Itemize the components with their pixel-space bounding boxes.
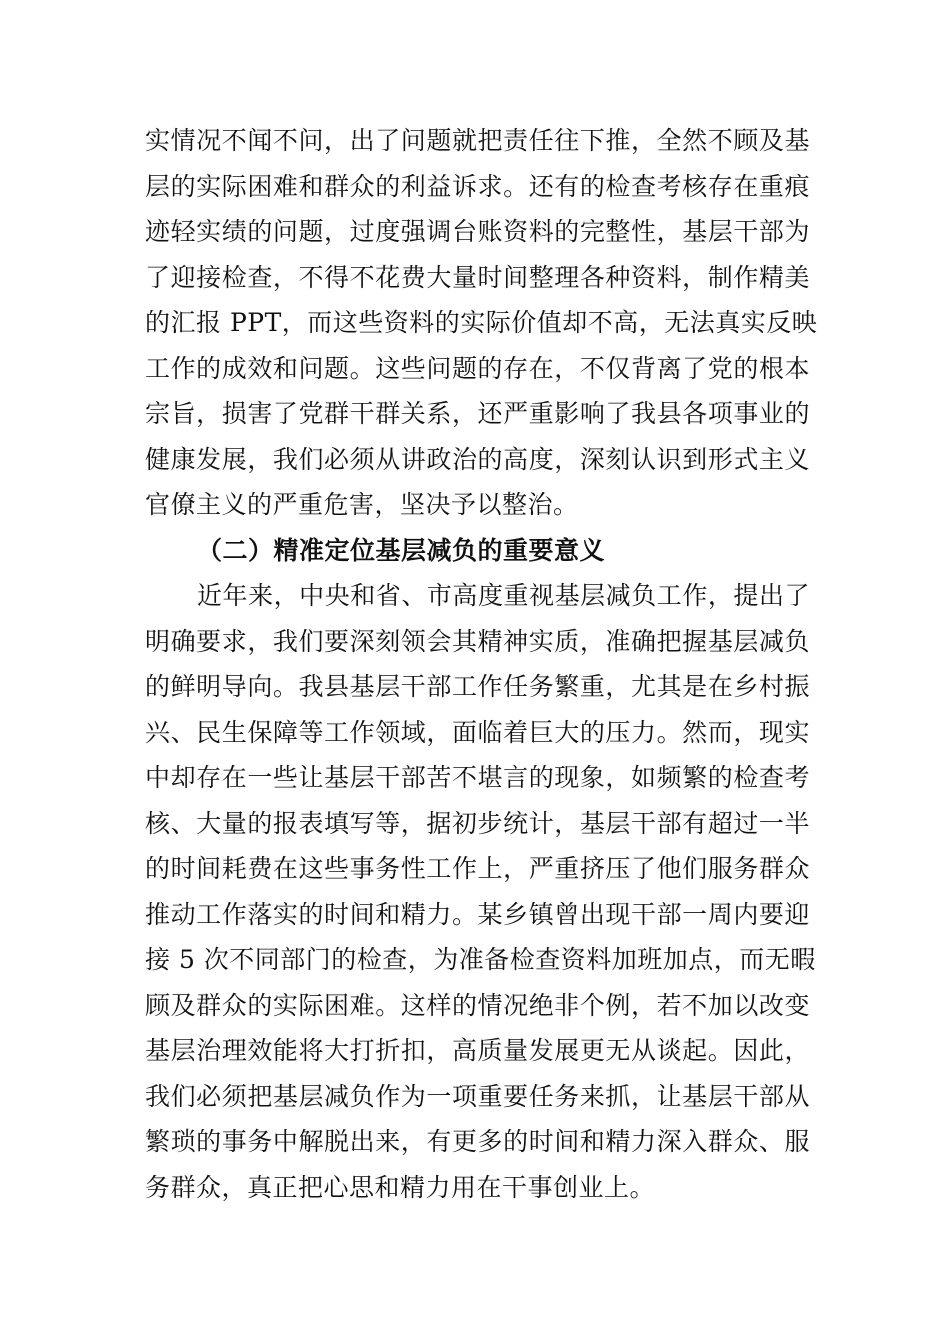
paragraph-2-line: 近年来，中央和省、市高度重视基层减负工作，提出了	[197, 581, 810, 610]
paragraph-1-line: 工作的成效和问题。这些问题的存在，不仅背离了党的根本	[145, 353, 810, 383]
paragraph-2-line: 兴、民生保障等工作领域，面临着巨大的压力。然而，现实	[145, 717, 810, 747]
paragraph-1-line: 实情况不闻不问，出了问题就把责任往下推，全然不顾及基	[145, 126, 810, 155]
paragraph-1-line: 官僚主义的严重危害，坚决予以整治。	[145, 490, 579, 519]
paragraph-2-line: 繁琐的事务中解脱出来，有更多的时间和精力深入群众、服	[145, 1127, 810, 1156]
paragraph-1-line: 层的实际困难和群众的利益诉求。还有的检查考核存在重痕	[145, 171, 810, 201]
paragraph-2-line: 的鲜明导向。我县基层干部工作任务繁重，尤其是在乡村振	[145, 672, 810, 701]
paragraph-2-line: 务群众，真正把心思和精力用在干事创业上。	[145, 1172, 656, 1202]
paragraph-1-line: 健康发展，我们必须从讲政治的高度，深刻认识到形式主义	[145, 444, 810, 474]
paragraph-2-line: 我们必须把基层减负作为一项重要任务来抓，让基层干部从	[145, 1081, 810, 1111]
paragraph-2-line: 的时间耗费在这些事务性工作上，严重挤压了他们服务群众	[145, 854, 810, 883]
section-heading: （二）精准定位基层减负的重要意义	[197, 535, 606, 565]
paragraph-2-line: 中却存在一些让基层干部苦不堪言的现象，如频繁的检查考	[145, 763, 810, 792]
paragraph-2-line: 基层治理效能将大打折扣，高质量发展更无从谈起。因此，	[145, 1036, 810, 1065]
paragraph-2-line: 推动工作落实的时间和精力。某乡镇曾出现干部一周内要迎	[145, 899, 810, 929]
body-text	[145, 118, 818, 1210]
paragraph-1-line: 的汇报 PPT，而这些资料的实际价值却不高，无法真实反映	[145, 308, 818, 337]
paragraph-2-line: 明确要求，我们要深刻领会其精神实质，准确把握基层减负	[145, 626, 810, 656]
paragraph-1-line: 迹轻实绩的问题，过度强调台账资料的完整性，基层干部为	[145, 217, 810, 246]
paragraph-2-line: 接 5 次不同部门的检查，为准备检查资料加班加点，而无暇	[145, 945, 816, 974]
paragraph-2-line: 顾及群众的实际困难。这样的情况绝非个例，若不加以改变	[145, 990, 810, 1020]
paragraph-1-line: 了迎接检查，不得不花费大量时间整理各种资料，制作精美	[145, 262, 810, 292]
paragraph-1-line: 宗旨，损害了党群干群关系，还严重影响了我县各项事业的	[145, 399, 810, 428]
paragraph-2-line: 核、大量的报表填写等，据初步统计，基层干部有超过一半	[145, 808, 810, 838]
